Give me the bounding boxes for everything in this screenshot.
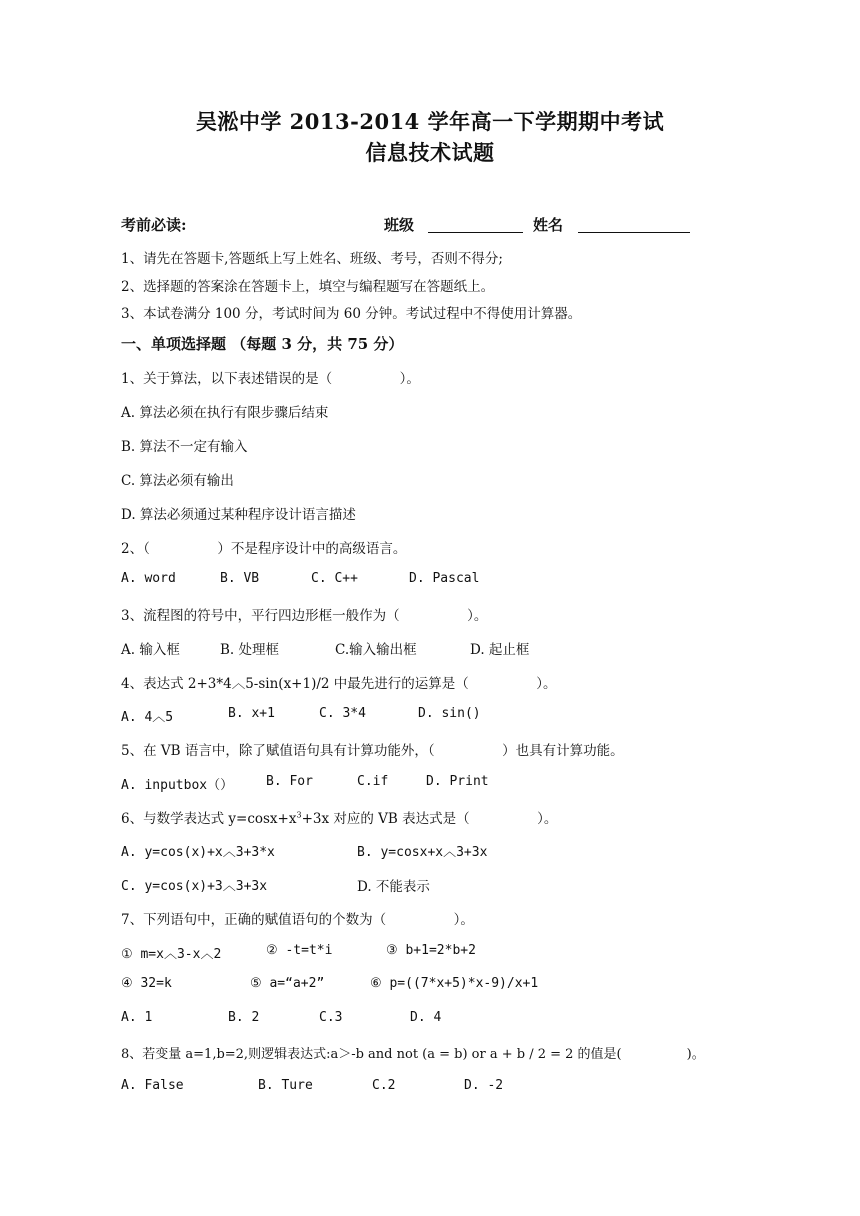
name-label: 姓名 [533, 216, 564, 234]
rule-3: 3、本试卷满分 100 分，考试时间为 60 分钟。考试过程中不得使用计算器。 [121, 306, 582, 322]
question-7-option-d: D. 4 [410, 1010, 442, 1025]
question-6-stem-post: +3x 对应的 VB 表达式是（ ）。 [301, 811, 558, 827]
question-5-option-c: C.if [357, 774, 389, 789]
question-7-option-c: C.3 [319, 1010, 343, 1025]
question-2-option-b: B. VB [220, 571, 260, 586]
question-7-item-1: ① m=x︿3-x︿2 [121, 947, 222, 962]
exam-subject: 信息技术试题 [365, 140, 495, 165]
question-6-option-d: D. 不能表示 [357, 879, 430, 895]
question-3-option-b: B. 处理框 [220, 642, 280, 658]
question-6-stem-pre: 6、与数学表达式 y=cosx+x [121, 811, 297, 827]
question-7-option-a: A. 1 [121, 1010, 153, 1025]
question-1-option-a: A. 算法必须在执行有限步骤后结束 [121, 405, 329, 421]
question-3-option-d: D. 起止框 [470, 642, 530, 658]
question-7-option-b: B. 2 [228, 1010, 260, 1025]
question-2-option-d: D. Pascal [409, 571, 480, 586]
question-5-option-d: D. Print [426, 774, 489, 789]
exam-title: 吴淞中学 2013-2014 学年高一下学期期中考试 [195, 109, 665, 134]
question-5-stem: 5、在 VB 语言中，除了赋值语句具有计算功能外，（ ）也具有计算功能。 [121, 743, 624, 759]
question-7-item-6: ⑥ p=((7*x+5)*x-9)/x+1 [370, 976, 539, 991]
question-1-option-b: B. 算法不一定有输入 [121, 439, 248, 455]
question-3-option-c: C.输入输出框 [335, 642, 417, 658]
question-7-stem: 7、下列语句中，正确的赋值语句的个数为（ ）。 [121, 912, 474, 928]
rule-2: 2、选择题的答案涂在答题卡上，填空与编程题写在答题纸上。 [121, 279, 495, 295]
question-5-option-a: A. inputbox（） [121, 778, 234, 793]
class-blank [428, 216, 523, 233]
question-7-item-4: ④ 32=k [121, 976, 172, 991]
question-6-stem [121, 807, 557, 827]
question-4-option-c: C. 3*4 [319, 706, 366, 721]
question-6-option-c: C. y=cos(x)+3︿3+3x [121, 879, 268, 894]
class-label: 班级 [384, 216, 415, 234]
question-2-option-a: A. word [121, 571, 176, 586]
question-4-option-b: B. x+1 [228, 706, 275, 721]
question-6-option-b: B. y=cosx+x︿3+3x [357, 845, 488, 860]
question-8-option-c: C.2 [372, 1078, 396, 1093]
question-5-option-b: B. For [266, 774, 313, 789]
notice-label: 考前必读: [121, 216, 187, 234]
question-7-item-5: ⑤ a=“a+2” [250, 976, 325, 991]
question-1-stem: 1、关于算法，以下表述错误的是（ ）。 [121, 371, 420, 387]
question-2-stem: 2、（ ）不是程序设计中的高级语言。 [121, 541, 407, 557]
question-4-stem: 4、表达式 2+3*4︿5-sin(x+1)/2 中最先进行的运算是（ ）。 [121, 676, 557, 692]
question-1-option-d: D. 算法必须通过某种程序设计语言描述 [121, 507, 356, 523]
question-2-option-c: C. C++ [311, 571, 358, 586]
question-4-option-a: A. 4︿5 [121, 710, 174, 725]
question-3-stem: 3、流程图的符号中，平行四边形框一般作为（ ）。 [121, 608, 488, 624]
question-4-option-d: D. sin() [418, 706, 481, 721]
question-7-item-2: ② -t=t*i [266, 943, 333, 958]
question-6-option-a: A. y=cos(x)+x︿3+3*x [121, 845, 275, 860]
section-heading: 一、单项选择题 （每题 3 分，共 75 分） [121, 335, 404, 353]
question-8-option-b: B. Ture [258, 1078, 313, 1093]
question-8-option-a: A. False [121, 1078, 184, 1093]
question-7-item-3: ③ b+1=2*b+2 [386, 943, 476, 958]
name-blank [578, 216, 690, 233]
question-8-option-d: D. -2 [464, 1078, 504, 1093]
question-6-exponent: 3 [296, 810, 302, 820]
question-3-option-a: A. 输入框 [121, 642, 180, 658]
rule-1: 1、请先在答题卡,答题纸上写上姓名、班级、考号，否则不得分; [121, 251, 503, 267]
question-1-option-c: C. 算法必须有输出 [121, 473, 234, 489]
question-8-stem: 8、若变量 a=1,b=2,则逻辑表达式:a＞-b and not (a = b) or a + b / 2 = 2 的值是( )。 [121, 1047, 705, 1062]
